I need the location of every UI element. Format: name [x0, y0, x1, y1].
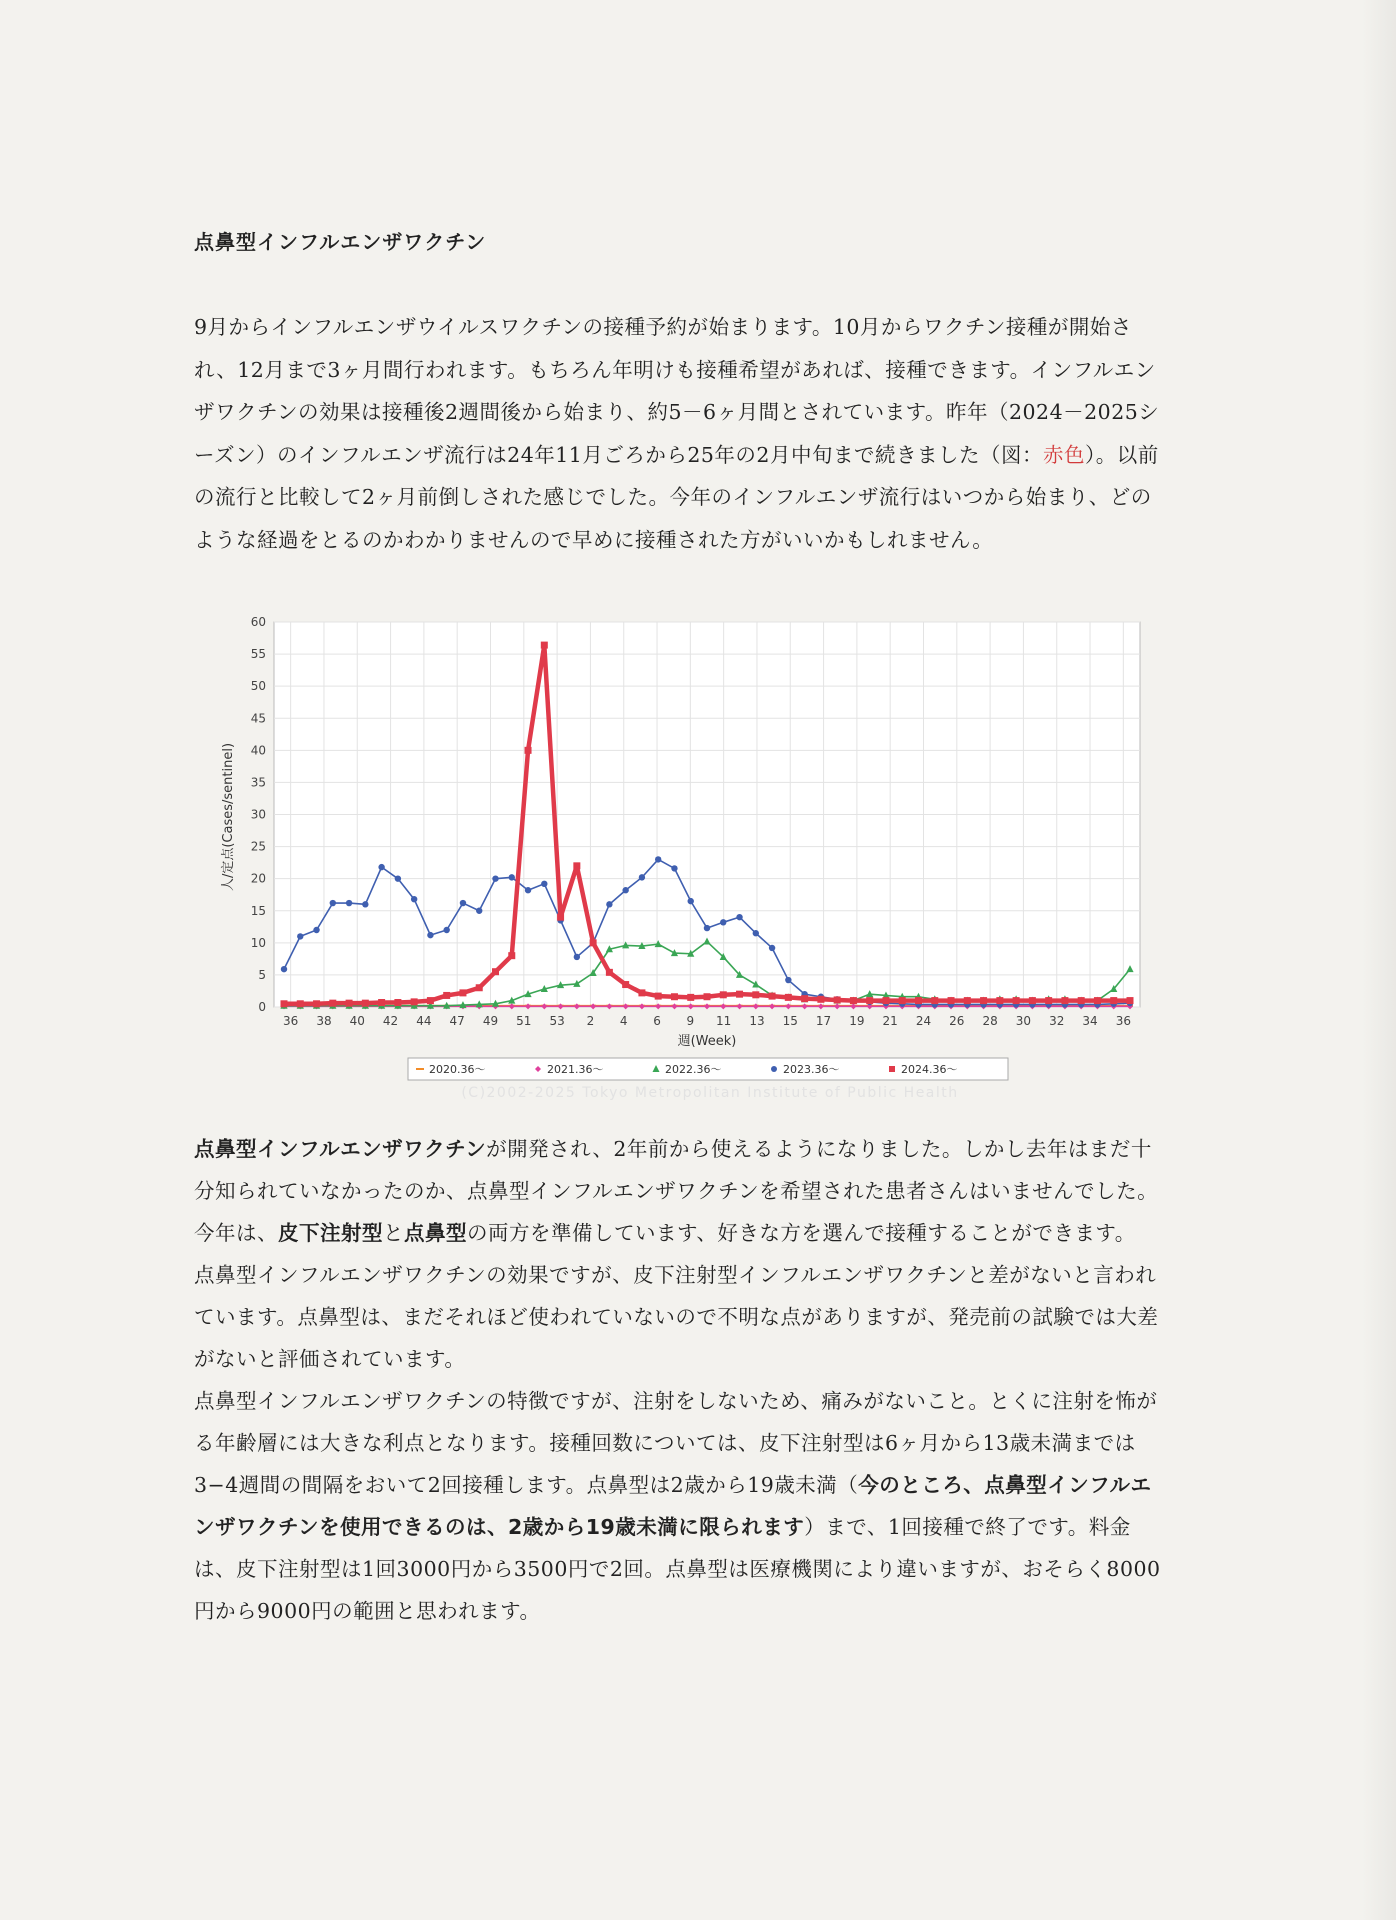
legend-label: 2022.36〜 [665, 1063, 722, 1076]
x-tick-label: 44 [416, 1014, 432, 1028]
data-point [996, 997, 1003, 1004]
x-tick-label: 28 [982, 1014, 998, 1028]
data-point [525, 887, 531, 893]
data-point [980, 997, 987, 1004]
data-point [492, 968, 499, 975]
bold-injection-type: 皮下注射型 [278, 1221, 383, 1245]
body-text-4b: ）まで、1回接種で終了です。料金は、皮下注射型は1回3000円から3500円で2回。点鼻型は医療機関により違いますが、おそらく8000円から9000円の範囲と思われます。 [194, 1515, 1161, 1623]
data-point [801, 995, 808, 1002]
data-point [378, 999, 385, 1006]
legend-marker [889, 1066, 895, 1072]
data-point [476, 908, 482, 914]
y-axis-title: 人/定点(Cases/sentinel) [221, 742, 236, 892]
data-point [394, 999, 401, 1006]
data-point [850, 997, 857, 1004]
y-tick-label: 15 [250, 903, 266, 918]
intro-text-b: ）。以前の流行と比較して2ヶ月前倒しされた感じでした。今年のインフルエンザ流行はいつから始まり、どのような経過をとるのかわかりませんので早めに接種された方がいいかもしれません。 [194, 442, 1159, 552]
data-point [297, 933, 303, 939]
data-point [964, 997, 971, 1004]
data-point [395, 875, 401, 881]
influenza-chart [210, 612, 1160, 1102]
data-point [281, 1000, 288, 1007]
data-point [411, 896, 417, 902]
data-point [313, 927, 319, 933]
x-tick-label: 9 [686, 1014, 695, 1028]
data-point [639, 874, 645, 880]
x-axis-ticks [283, 1014, 1131, 1028]
data-point [330, 900, 336, 906]
data-point [882, 997, 889, 1004]
data-point [281, 966, 287, 972]
data-point [720, 919, 726, 925]
x-tick-label: 24 [915, 1014, 932, 1028]
data-point [443, 927, 449, 933]
body-text-2c: の両方を準備しています、好きな方を選んで接種することができます。 [467, 1221, 1136, 1245]
data-point [704, 993, 711, 1000]
data-point [1061, 997, 1068, 1004]
data-point [443, 992, 450, 999]
data-point [541, 881, 547, 887]
y-tick-label: 10 [250, 935, 266, 950]
data-point [476, 984, 483, 991]
data-point [622, 887, 628, 893]
page-title: 点鼻型インフルエンザワクチン [194, 230, 487, 254]
x-tick-label: 11 [716, 1014, 732, 1028]
data-point [590, 939, 597, 946]
bold-nasal-type: 点鼻型 [404, 1221, 467, 1245]
x-axis-title: 週(Week) [677, 1034, 737, 1049]
x-tick-label: 15 [782, 1014, 798, 1028]
data-point [606, 969, 613, 976]
x-tick-label: 13 [749, 1014, 765, 1028]
legend-label: 2024.36〜 [901, 1063, 958, 1076]
y-tick-label: 50 [250, 679, 266, 694]
y-tick-label: 45 [250, 711, 266, 726]
data-point [346, 1000, 353, 1007]
data-point [427, 997, 434, 1004]
data-point [704, 925, 710, 931]
data-point [671, 993, 678, 1000]
x-tick-label: 38 [316, 1014, 332, 1028]
data-point [655, 993, 662, 1000]
x-tick-label: 30 [1015, 1014, 1032, 1028]
y-axis-ticks [251, 615, 266, 1014]
data-point [899, 997, 906, 1004]
data-point [1110, 997, 1117, 1004]
x-tick-label: 2 [586, 1014, 595, 1028]
data-point [638, 989, 645, 996]
x-tick-label: 49 [482, 1014, 499, 1028]
data-point [459, 989, 466, 996]
data-point [720, 991, 727, 998]
data-point [688, 898, 694, 904]
data-point [378, 864, 384, 870]
x-tick-label: 32 [1049, 1014, 1065, 1028]
data-point [785, 977, 791, 983]
data-point [492, 875, 498, 881]
x-tick-label: 6 [653, 1014, 661, 1028]
data-point [834, 996, 841, 1003]
data-point [508, 952, 515, 959]
x-tick-label: 36 [283, 1014, 299, 1028]
legend-label: 2021.36〜 [547, 1063, 604, 1076]
y-tick-label: 40 [250, 743, 266, 758]
data-point [525, 747, 532, 754]
chart-legend [408, 1058, 1008, 1080]
data-point [411, 998, 418, 1005]
y-tick-label: 0 [258, 1000, 266, 1014]
intro-paragraph [194, 306, 1164, 561]
data-point [313, 1000, 320, 1007]
data-point [817, 996, 824, 1003]
legend-marker [416, 1068, 424, 1070]
chart-copyright: (C)2002-2025 Tokyo Metropolitan Institute of Public Health [461, 1085, 959, 1101]
data-point [1013, 997, 1020, 1004]
data-point [752, 991, 759, 998]
x-tick-label: 34 [1082, 1014, 1098, 1028]
x-tick-label: 26 [949, 1014, 965, 1028]
y-tick-label: 25 [250, 839, 266, 854]
legend-label: 2020.36〜 [429, 1063, 486, 1076]
body-paragraph-2: 点鼻型インフルエンザワクチンの効果ですが、皮下注射型インフルエンザワクチンと差がないと言われています。点鼻型は、まだそれほど使われていないので不明な点がありますが、発売前の試験では大差がないと評価されています。 [194, 1263, 1159, 1371]
data-point [736, 991, 743, 998]
y-tick-label: 30 [250, 807, 266, 822]
data-point [1078, 997, 1085, 1004]
legend-label: 2023.36〜 [783, 1063, 840, 1076]
body-text-4a: 点鼻型インフルエンザワクチンの特徴ですが、注射をしないため、痛みがないこと。とくに注射を怖がる年齢層には大きな利点となります。接種回数については、皮下注射型は6ヶ月から13歳未満までは3−4週間の間隔をおいて2回接種します。点鼻型は2歳から19歳未満（ [194, 1389, 1158, 1497]
x-tick-label: 42 [382, 1014, 399, 1028]
data-point [785, 994, 792, 1001]
data-point [573, 862, 580, 869]
data-point [671, 865, 677, 871]
body-text [194, 1128, 1164, 1632]
bold-nasal-vaccine: 点鼻型インフルエンザワクチン [194, 1137, 487, 1161]
body-text-2b: と [383, 1221, 404, 1245]
body-paragraph-3 [194, 1380, 1164, 1632]
data-point [736, 914, 742, 920]
data-point [769, 945, 775, 951]
y-tick-label: 35 [250, 775, 266, 790]
data-point [427, 932, 433, 938]
page-edge-shadow [1362, 0, 1396, 1920]
data-point [915, 997, 922, 1004]
x-tick-label: 40 [349, 1014, 365, 1028]
data-point [509, 874, 515, 880]
data-point [1045, 997, 1052, 1004]
y-tick-label: 60 [250, 615, 266, 629]
data-point [1127, 997, 1134, 1004]
data-point [346, 900, 352, 906]
x-tick-label: 51 [516, 1014, 532, 1028]
data-point [606, 901, 612, 907]
body-paragraph-1 [194, 1128, 1164, 1254]
y-tick-label: 5 [258, 967, 266, 982]
x-tick-label: 21 [882, 1014, 898, 1028]
data-point [687, 994, 694, 1001]
y-tick-label: 20 [250, 871, 266, 886]
data-point [1029, 997, 1036, 1004]
intro-red-keyword: 赤色 [1042, 442, 1085, 467]
data-point [866, 997, 873, 1004]
data-point [622, 981, 629, 988]
data-point [297, 1000, 304, 1007]
data-point [362, 901, 368, 907]
data-point [557, 914, 564, 921]
data-point [753, 930, 759, 936]
intro-text-a: 9月からインフルエンザウイルスワクチンの接種予約が始まります。10月からワクチン接種が開始され、12月まで3ヶ月間行われます。もちろん年明けも接種希望があれば、接種できます。インフルエンザワクチンの効果は接種後2週間後から始まり、約5－6ヶ月間とされています。昨年（2024－2025シーズン）のインフルエンザ流行は24年11月ごろから25年の2月中旬まで続きました（図： [194, 315, 1160, 467]
data-point [655, 856, 661, 862]
data-point [329, 1000, 336, 1007]
data-point [948, 997, 955, 1004]
y-tick-label: 55 [250, 647, 266, 662]
data-point [362, 1000, 369, 1007]
bold-age-limit: 今のところ、点鼻型インフルエンザワクチンを使用できるのは、2歳から19歳未満に限られます [194, 1473, 1152, 1539]
chart-svg [210, 612, 1160, 1102]
data-point [1094, 997, 1101, 1004]
data-point [460, 900, 466, 906]
body-text-2a: が開発され、2年前から使えるようになりました。しかし去年はまだ十分知られていなかったのか、点鼻型インフルエンザワクチンを希望された患者さんはいませんでした。今年は、 [194, 1137, 1159, 1245]
data-point [931, 997, 938, 1004]
x-tick-label: 19 [849, 1014, 865, 1028]
data-point [769, 993, 776, 1000]
x-tick-label: 4 [619, 1014, 628, 1028]
x-tick-label: 17 [815, 1014, 832, 1028]
x-tick-label: 36 [1115, 1014, 1131, 1028]
x-tick-label: 53 [549, 1014, 565, 1028]
legend-marker [771, 1066, 777, 1072]
data-point [574, 954, 580, 960]
x-tick-label: 47 [449, 1014, 465, 1028]
data-point [541, 642, 548, 649]
